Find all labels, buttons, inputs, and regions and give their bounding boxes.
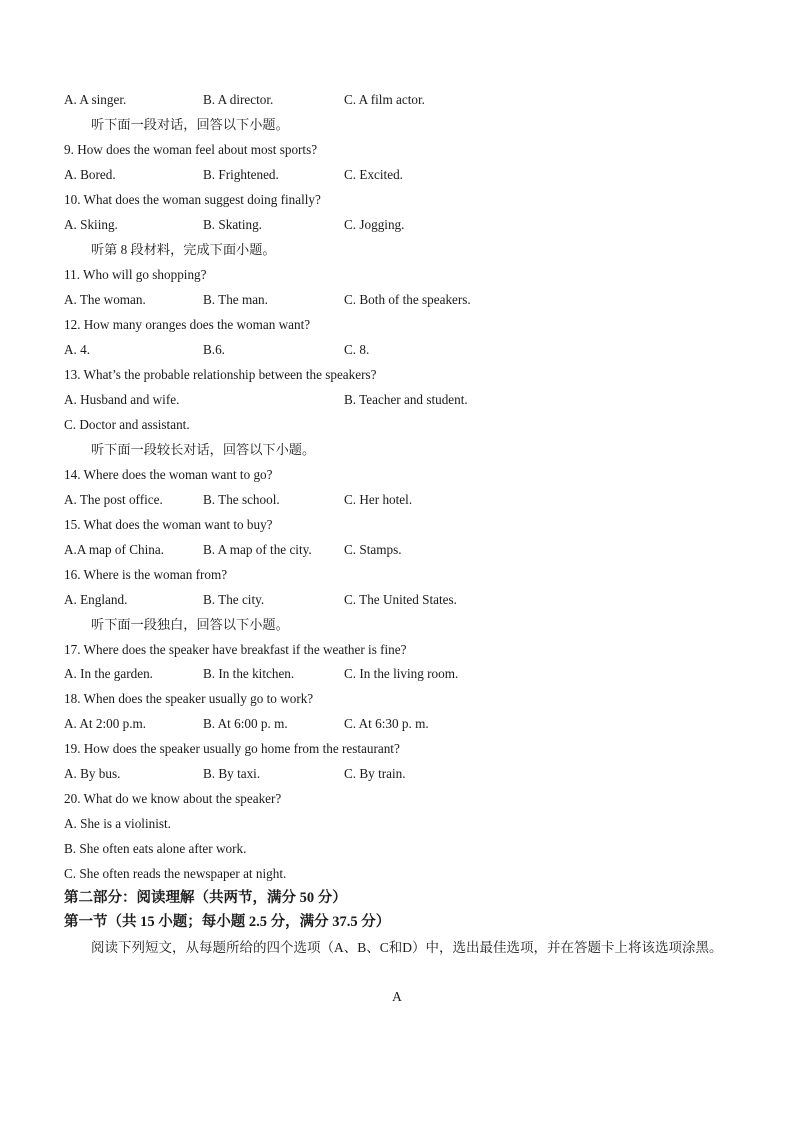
q9-option-b: B. Frightened. bbox=[203, 167, 279, 182]
q18-option-c: C. At 6:30 p. m. bbox=[344, 716, 429, 731]
q15-option-b: B. A map of the city. bbox=[203, 542, 312, 557]
section1-title: 第一节（共 15 小题；每小题 2.5 分，满分 37.5 分） bbox=[64, 914, 391, 930]
q12-option-a: A. 4. bbox=[64, 342, 91, 357]
q17-option-c: C. In the living room. bbox=[344, 666, 459, 681]
reading-instruction: 阅读下列短文，从每题所给的四个选项（A、B、C和D）中，选出最佳选项，并在答题卡上将该选项涂黑。 bbox=[91, 940, 723, 955]
q16-option-c: C. The United States. bbox=[344, 592, 457, 607]
q16-option-b: B. The city. bbox=[203, 592, 265, 607]
part2-title: 第二部分：阅读理解（共两节，满分 50 分） bbox=[64, 890, 347, 906]
q13-option-b: B. Teacher and student. bbox=[344, 392, 468, 407]
q10-option-b: B. Skating. bbox=[203, 217, 262, 232]
q9-option-c: C. Excited. bbox=[344, 167, 403, 182]
q15-option-a: A.A map of China. bbox=[64, 542, 164, 557]
q17-option-b: B. In the kitchen. bbox=[203, 666, 295, 681]
q16-option-a: A. England. bbox=[64, 592, 128, 607]
q11-option-b: B. The man. bbox=[203, 292, 268, 307]
q13-option-a: A. Husband and wife. bbox=[64, 392, 180, 407]
q19-option-a: A. By bus. bbox=[64, 766, 121, 781]
q14-option-b: B. The school. bbox=[203, 492, 280, 507]
q14-stem: 14. Where does the woman want to go? bbox=[64, 467, 273, 482]
q13-option-c: C. Doctor and assistant. bbox=[64, 417, 190, 432]
q18-option-a: A. At 2:00 p.m. bbox=[64, 716, 147, 731]
listening-instruction-4: 听下面一段独白，回答以下小题。 bbox=[91, 617, 289, 632]
q19-option-b: B. By taxi. bbox=[203, 766, 261, 781]
q8-option-c: C. A film actor. bbox=[344, 92, 425, 107]
q8-option-a: A. A singer. bbox=[64, 92, 127, 107]
q13-stem: 13. What’s the probable relationship between the speakers? bbox=[64, 367, 377, 382]
q12-option-b: B.6. bbox=[203, 342, 225, 357]
q10-stem: 10. What does the woman suggest doing finally? bbox=[64, 192, 321, 207]
q14-option-c: C. Her hotel. bbox=[344, 492, 413, 507]
q11-option-a: A. The woman. bbox=[64, 292, 146, 307]
q20-stem: 20. What do we know about the speaker? bbox=[64, 791, 282, 806]
q20-option-b: B. She often eats alone after work. bbox=[64, 841, 247, 856]
q17-stem: 17. Where does the speaker have breakfast if the weather is fine? bbox=[64, 642, 407, 657]
q9-stem: 9. How does the woman feel about most sports? bbox=[64, 142, 318, 157]
q17-option-a: A. In the garden. bbox=[64, 666, 153, 681]
q18-stem: 18. When does the speaker usually go to work? bbox=[64, 691, 314, 706]
q10-option-c: C. Jogging. bbox=[344, 217, 405, 232]
q11-stem: 11. Who will go shopping? bbox=[64, 267, 207, 282]
q14-option-a: A. The post office. bbox=[64, 492, 163, 507]
q15-stem: 15. What does the woman want to buy? bbox=[64, 517, 273, 532]
q10-option-a: A. Skiing. bbox=[64, 217, 118, 232]
q12-stem: 12. How many oranges does the woman want? bbox=[64, 317, 311, 332]
listening-instruction-3: 听下面一段较长对话，回答以下小题。 bbox=[91, 442, 316, 457]
listening-instruction-1: 听下面一段对话，回答以下小题。 bbox=[91, 117, 289, 132]
q15-option-c: C. Stamps. bbox=[344, 542, 402, 557]
q18-option-b: B. At 6:00 p. m. bbox=[203, 716, 288, 731]
q12-option-c: C. 8. bbox=[344, 342, 370, 357]
q16-stem: 16. Where is the woman from? bbox=[64, 567, 228, 582]
q11-option-c: C. Both of the speakers. bbox=[344, 292, 471, 307]
listening-instruction-2: 听第 8 段材料，完成下面小题。 bbox=[91, 242, 276, 257]
q20-option-c: C. She often reads the newspaper at night. bbox=[64, 866, 287, 881]
q9-option-a: A. Bored. bbox=[64, 167, 116, 182]
passage-label: A bbox=[392, 989, 402, 1004]
q19-stem: 19. How does the speaker usually go home from the restaurant? bbox=[64, 741, 400, 756]
q20-option-a: A. She is a violinist. bbox=[64, 816, 171, 831]
q8-option-b: B. A director. bbox=[203, 92, 274, 107]
q19-option-c: C. By train. bbox=[344, 766, 406, 781]
